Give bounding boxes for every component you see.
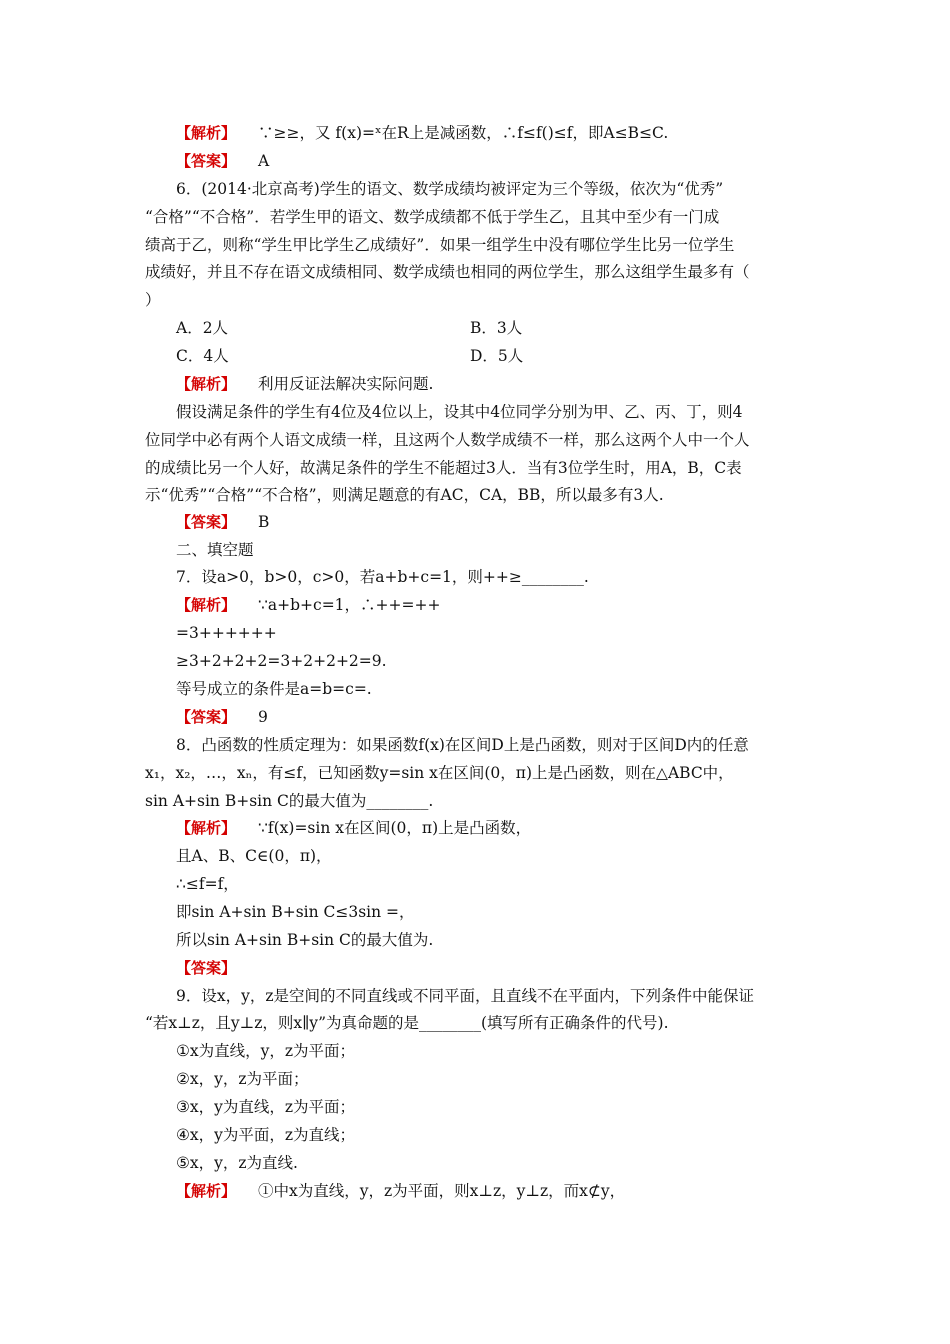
q9-condition-item: ①x为直线，y，z为平面； <box>176 1042 356 1060</box>
q9-analysis-text: ①中x为直线，y，z为平面，则x⊥z，y⊥z，而x⊄y， <box>258 1182 626 1200</box>
q5-analysis-line <box>176 123 668 143</box>
q7-answer-text: 9 <box>258 708 268 726</box>
q6-option-c: C．4人 <box>176 347 229 365</box>
q8-stem-line: sin A+sin B+sin C的最大值为________. <box>145 792 434 810</box>
analysis-tag: 【解析】 <box>176 375 237 393</box>
analysis-tag: 【解析】 <box>176 819 237 837</box>
q6-analysis-text: 利用反证法解决实际问题. <box>258 375 434 393</box>
q9-analysis-line <box>176 1181 625 1201</box>
q6-analysis-line <box>176 374 433 394</box>
q6-stem-line: 6．(2014·北京高考)学生的语文、数学成绩均被评定为三个等级，依次为“优秀” <box>176 180 724 198</box>
q5-analysis-text: ∵≥≥，又 f(x)=ˣ在R上是减函数，∴f≤f()≤f，即A≤B≤C. <box>258 124 669 142</box>
q8-analysis-line <box>176 818 531 838</box>
analysis-tag: 【解析】 <box>176 596 237 614</box>
answer-tag: 【答案】 <box>176 513 237 531</box>
q8-step-line: 且A、B、C∈(0，π)， <box>176 847 332 865</box>
q9-condition-item: ③x，y为直线，z为平面； <box>176 1098 356 1116</box>
q7-stem-line: 7．设a>0，b>0，c>0，若a+b+c=1，则++≥________. <box>176 568 589 586</box>
q5-answer-text: A <box>258 152 270 170</box>
q5-answer-line <box>176 151 269 171</box>
analysis-tag: 【解析】 <box>176 124 237 142</box>
q6-stem-line: 绩高于乙，则称“学生甲比学生乙成绩好”．如果一组学生中没有哪位学生比另一位学生 <box>145 236 735 254</box>
q7-step-line: ≥3+2+2+2=3+2+2+2=9. <box>176 652 387 670</box>
q8-step-line: 即sin A+sin B+sin C≤3sin =， <box>176 903 415 921</box>
q6-stem-line: 成绩好，并且不存在语文成绩相同、数学成绩也相同的两位学生，那么这组学生最多有（ <box>145 263 750 281</box>
q9-stem-line: 9．设x，y，z是空间的不同直线或不同平面，且直线不在平面内，下列条件中能保证 <box>176 987 755 1005</box>
answer-tag: 【答案】 <box>176 708 237 726</box>
q6-option-d: D．5人 <box>470 347 524 365</box>
analysis-tag: 【解析】 <box>176 1182 237 1200</box>
answer-tag: 【答案】 <box>176 959 237 977</box>
q7-answer-line <box>176 707 268 727</box>
q6-stem-line: “合格”“不合格”．若学生甲的语文、数学成绩都不低于学生乙，且其中至少有一门成 <box>145 208 720 226</box>
section-heading: 二、填空题 <box>176 541 254 559</box>
q8-stem-line: x₁，x₂，…，xₙ，有≤f，已知函数y=sin x在区间(0，π)上是凸函数，则在△ABC中， <box>145 764 734 782</box>
q6-option-b: B．3人 <box>470 319 523 337</box>
q6-body-line: 假设满足条件的学生有4位及4位以上，设其中4位同学分别为甲、乙、丙、丁，则4 <box>176 403 743 421</box>
q6-answer-line <box>176 512 269 532</box>
q8-step-line: 所以sin A+sin B+sin C的最大值为. <box>176 931 434 949</box>
q8-answer-line <box>176 958 258 978</box>
answer-tag: 【答案】 <box>176 152 237 170</box>
q8-stem-line: 8．凸函数的性质定理为：如果函数f(x)在区间D上是凸函数，则对于区间D内的任意 <box>176 736 749 754</box>
q7-analysis-text: ∵a+b+c=1，∴++=++ <box>258 596 441 614</box>
q6-body-line: 的成绩比另一个人好，故满足条件的学生不能超过3人．当有3位学生时，用A，B，C表 <box>145 459 742 477</box>
q7-analysis-line <box>176 595 440 615</box>
q6-answer-text: B <box>258 513 270 531</box>
q6-body-line: 示“优秀”“合格”“不合格”，则满足题意的有AC，CA，BB，所以最多有3人. <box>145 486 664 504</box>
q9-condition-item: ④x，y为平面，z为直线； <box>176 1126 356 1144</box>
q9-condition-item: ②x，y，z为平面； <box>176 1070 309 1088</box>
q7-step-line: =3++++++ <box>176 624 277 642</box>
q9-stem-line: “若x⊥z，且y⊥z，则x∥y”为真命题的是________(填写所有正确条件的代号). <box>145 1014 669 1032</box>
q9-condition-item: ⑤x，y，z为直线. <box>176 1154 298 1172</box>
q7-step-line: 等号成立的条件是a=b=c=. <box>176 680 372 698</box>
q8-analysis-text: ∵f(x)=sin x在区间(0，π)上是凸函数， <box>258 819 532 837</box>
q8-step-line: ∴≤f=f， <box>176 875 239 893</box>
q6-option-a: A．2人 <box>176 319 229 337</box>
q6-body-line: 位同学中必有两个人语文成绩一样，且这两个人数学成绩不一样，那么这两个人中一个人 <box>145 431 750 449</box>
q6-stem-line: ） <box>145 291 161 309</box>
